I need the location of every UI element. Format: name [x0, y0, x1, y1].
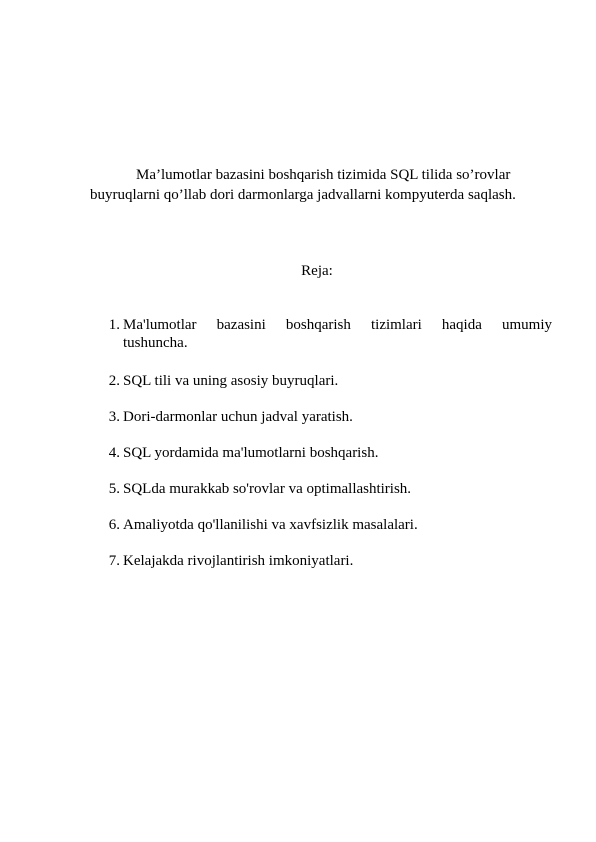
- plan-item-number: 3.: [108, 409, 120, 425]
- plan-item: [100, 552, 552, 570]
- plan-item-number: 6.: [108, 517, 120, 533]
- plan-item-text: Kelajakda rivojlantirish imkoniyatlari.: [123, 553, 354, 569]
- plan-item-number: 4.: [108, 445, 120, 461]
- plan-item: [100, 372, 552, 390]
- plan-item-text: Dori-darmonlar uchun jadval yaratish.: [123, 409, 353, 425]
- plan-heading: Reja:: [301, 263, 333, 279]
- document-title: [90, 165, 550, 205]
- plan-item-text-line-2: tushuncha.: [123, 335, 188, 351]
- plan-item-number: 1.: [108, 317, 120, 333]
- plan-item: [100, 480, 552, 498]
- plan-item-text: SQL tili va uning asosiy buyruqlari.: [123, 373, 339, 389]
- plan-item-number: 7.: [108, 553, 120, 569]
- plan-list: [100, 316, 552, 588]
- plan-item: [100, 408, 552, 426]
- plan-item-number: 5.: [108, 481, 120, 497]
- plan-item: [100, 444, 552, 462]
- plan-item-text: [120, 316, 552, 352]
- plan-item-text: SQLda murakkab so'rovlar va optimallashtirish.: [123, 481, 412, 497]
- plan-item-text-line-1: Ma'lumotlar bazasini boshqarish tizimlari haqida umumiy: [123, 317, 552, 333]
- plan-item: [100, 316, 552, 352]
- title-line-1: Ma’lumotlar bazasini boshqarish tizimida SQL tilida so’rovlar: [136, 167, 511, 183]
- plan-item: [100, 516, 552, 534]
- plan-item-number: 2.: [108, 373, 120, 389]
- title-line-2: buyruqlarni qo’llab dori darmonlarga jadvallarni kompyuterda saqlash.: [90, 187, 516, 203]
- plan-item-text: SQL yordamida ma'lumotlarni boshqarish.: [123, 445, 379, 461]
- plan-item-text: Amaliyotda qo'llanilishi va xavfsizlik masalalari.: [123, 517, 418, 533]
